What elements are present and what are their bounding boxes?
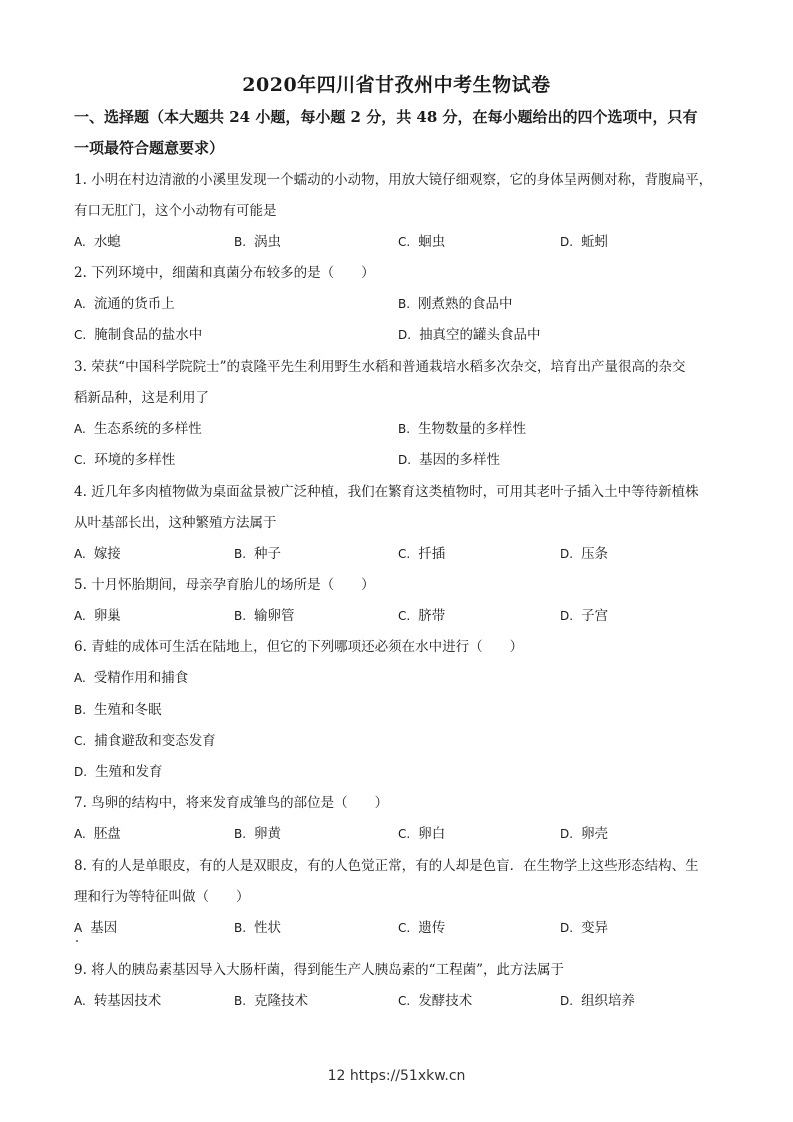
- option-b: B. 刚煮熟的食品中: [398, 296, 513, 312]
- question-3-stem-line-2: 稻新品种，这是利用了: [74, 390, 209, 406]
- option-a: A. 胚盘: [74, 826, 121, 842]
- option-c: C. 扦插: [398, 546, 446, 562]
- option-a: A. 受精作用和捕食: [74, 670, 189, 686]
- option-a: A. 嫁接: [74, 546, 121, 562]
- question-8-stem-line-1: 8. 有的人是单眼皮，有的人是双眼皮，有的人色觉正常，有的人却是色盲．在生物学上这些形态结构、生: [74, 858, 699, 874]
- option-c: C. 遗传: [398, 920, 446, 936]
- option-d: D. 抽真空的罐头食品中: [398, 327, 541, 343]
- option-b: B. 生物数量的多样性: [398, 421, 527, 437]
- option-a: A. 水螅: [74, 234, 121, 250]
- option-d: D. 蚯蚓: [560, 234, 609, 250]
- option-c: C. 发酵技术: [398, 993, 473, 1009]
- option-d: D. 生殖和发育: [74, 764, 163, 780]
- question-3-options-row-1: [74, 419, 724, 439]
- question-1-options: [74, 232, 724, 252]
- option-a: A. 转基因技术: [74, 993, 162, 1009]
- question-5-stem: 5. 十月怀胎期间，母亲孕育胎儿的场所是（ ）: [74, 577, 375, 593]
- option-c: C. 卵白: [398, 826, 446, 842]
- question-1-stem-line-1: 1. 小明在村边清澈的小溪里发现一个蠕动的小动物，用放大镜仔细观察，它的身体呈两侧对称，背腹扁平，: [74, 172, 713, 188]
- option-b: B. 克隆技术: [234, 993, 309, 1009]
- option-d: D. 卵壳: [560, 826, 609, 842]
- option-c: C. 环境的多样性: [74, 452, 176, 468]
- question-6-stem: 6. 青蛙的成体可生活在陆地上，但它的下列哪项还必须在水中进行（ ）: [74, 639, 524, 655]
- option-a: A. 卵巢: [74, 608, 121, 624]
- page-title: 2020年四川省甘孜州中考生物试卷: [242, 74, 551, 96]
- option-b: B. 涡虫: [234, 234, 282, 250]
- question-6-option-d: [74, 762, 724, 782]
- option-b: B. 种子: [234, 546, 282, 562]
- question-9-stem: 9. 将人的胰岛素基因导入大肠杆菌，得到能生产人胰岛素的“工程菌”，此方法属于: [74, 962, 564, 978]
- option-b: B. 性状: [234, 920, 282, 936]
- question-6-option-b: [74, 700, 724, 720]
- section-heading-line-2: 一项最符合题意要求）: [74, 139, 225, 157]
- page-footer: 12 https://51xkw.cn: [327, 1068, 466, 1084]
- section-heading-line-1: 一、选择题（本大题共 24 小题，每小题 2 分，共 48 分，在每小题给出的四个选项中，只有: [74, 108, 698, 126]
- question-4-options: [74, 544, 724, 564]
- question-2-options-row-2: [74, 325, 724, 345]
- question-2-options-row-1: [74, 294, 724, 314]
- question-7-stem: 7. 鸟卵的结构中，将来发育成雏鸟的部位是（ ）: [74, 795, 389, 811]
- question-7-options: [74, 824, 724, 844]
- question-6-option-c: [74, 731, 724, 751]
- question-8-options: [74, 918, 724, 938]
- question-4-stem-line-1: 4. 近几年多肉植物做为桌面盆景被广泛种植，我们在繁育这类植物时，可用其老叶子插入土中等待新植株: [74, 484, 699, 500]
- option-c: C. 脐带: [398, 608, 446, 624]
- question-8-stem-line-2: 理和行为等特征叫做（ ）: [74, 889, 250, 905]
- option-b: B. 生殖和冬眠: [74, 702, 162, 718]
- option-c: C. 蛔虫: [398, 234, 446, 250]
- stray-dot-mark: [76, 940, 78, 942]
- option-a: A. 生态系统的多样性: [74, 421, 202, 437]
- option-d: D. 压条: [560, 546, 609, 562]
- option-d: D. 变异: [560, 920, 609, 936]
- question-2-stem: 2. 下列环境中，细菌和真菌分布较多的是（ ）: [74, 265, 375, 281]
- option-b: B. 输卵管: [234, 608, 295, 624]
- question-3-stem-line-1: 3. 荣获“中国科学院院士”的袁隆平先生利用野生水稻和普通栽培水稻多次杂交，培育出产量很高的杂交: [74, 359, 686, 375]
- option-c: C. 捕食避敌和变态发育: [74, 733, 216, 749]
- question-1-stem-line-2: 有口无肛门，这个小动物有可能是: [74, 203, 277, 219]
- option-a: A. 流通的货币上: [74, 296, 175, 312]
- question-5-options: [74, 606, 724, 626]
- option-d: D. 子宫: [560, 608, 609, 624]
- option-c: C. 腌制食品的盐水中: [74, 327, 203, 343]
- question-3-options-row-2: [74, 450, 724, 470]
- question-6-option-a: [74, 668, 724, 688]
- option-d: D. 基因的多样性: [398, 452, 501, 468]
- question-9-options: [74, 991, 724, 1011]
- option-a: A 基因: [74, 920, 118, 936]
- option-b: B. 卵黄: [234, 826, 282, 842]
- question-4-stem-line-2: 从叶基部长出，这种繁殖方法属于: [74, 515, 277, 531]
- option-d: D. 组织培养: [560, 993, 636, 1009]
